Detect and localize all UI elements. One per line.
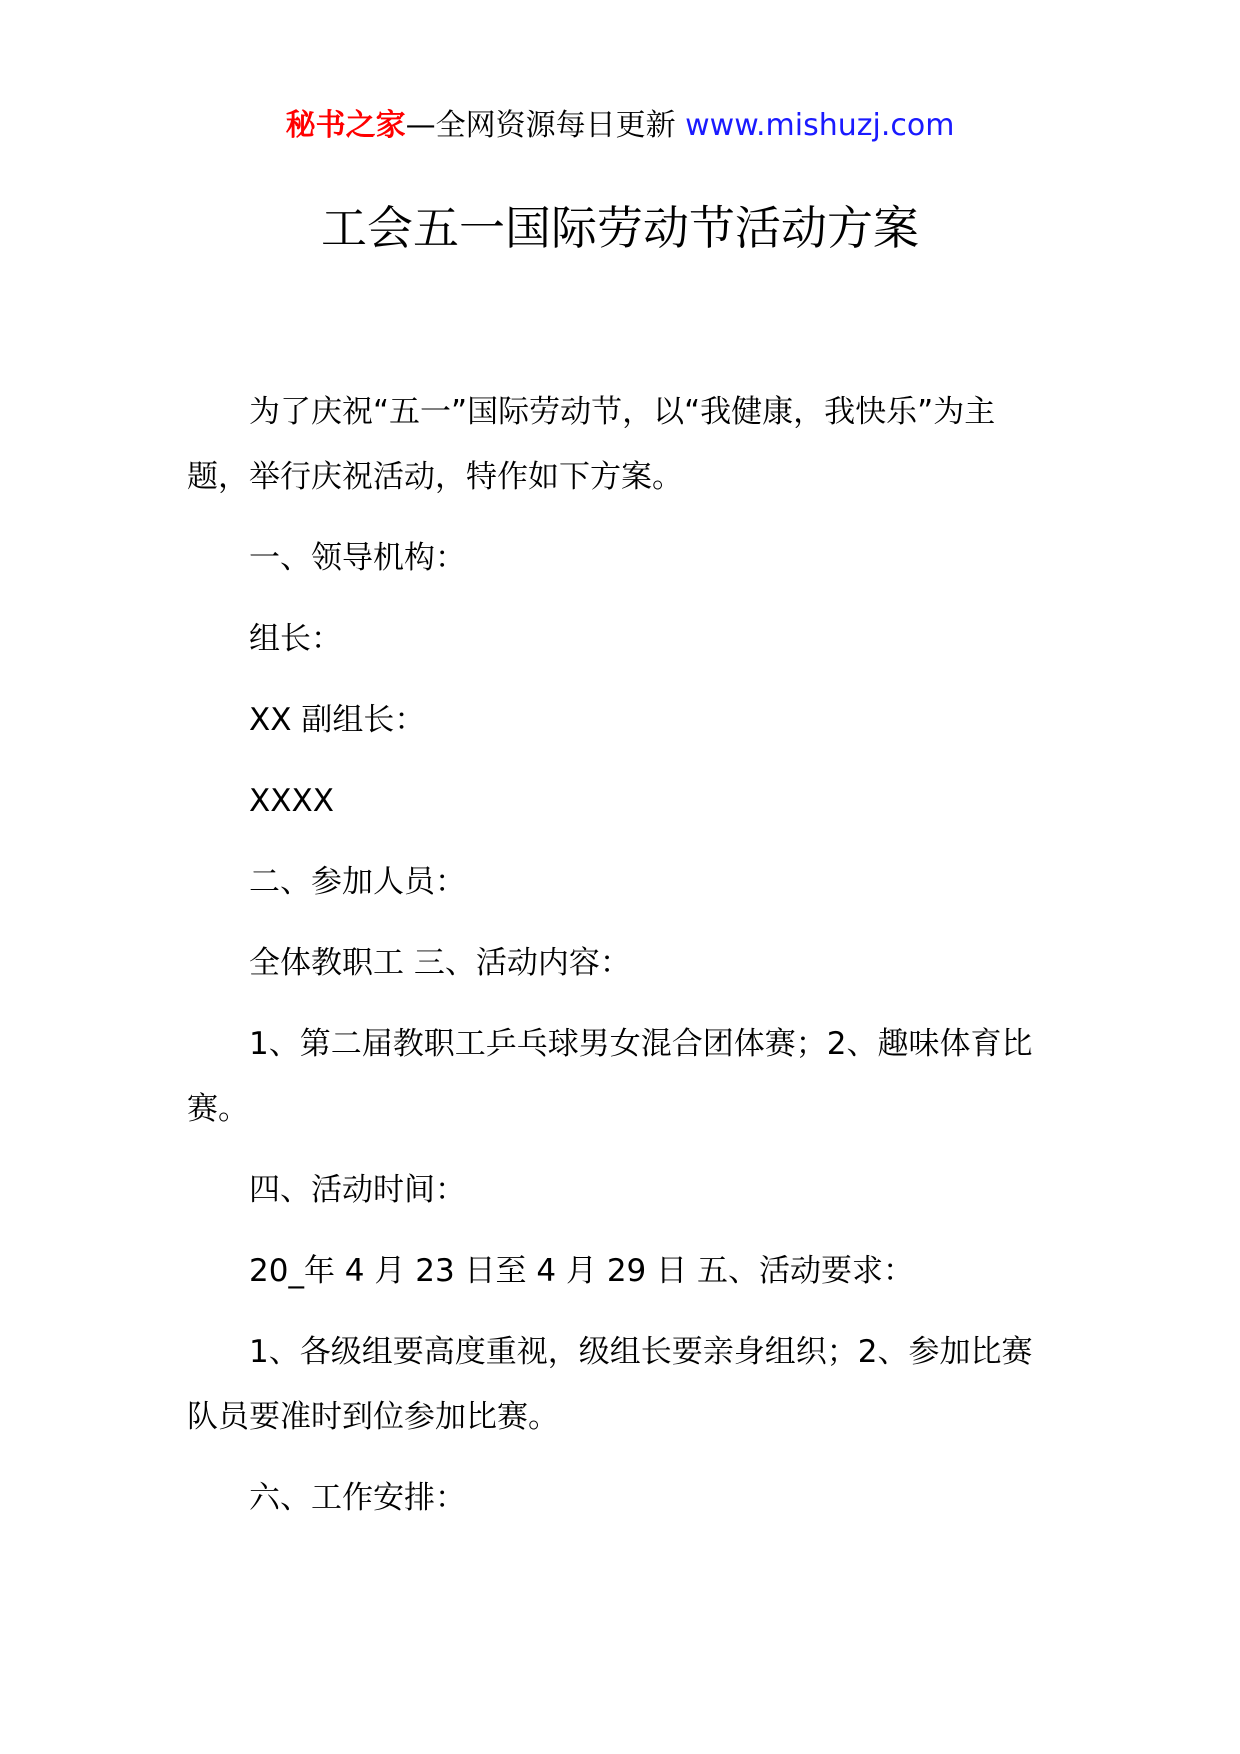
site-url-link[interactable]: www.mishuzj.com [685,108,955,143]
paragraph-work-arrangement-heading: 六、工作安排： [249,1480,466,1516]
paragraph-deputy-leader: XX 副组长： [249,702,426,738]
paragraph-time: 20_年 4 月 23 日至 4 月 29 日 五、活动要求： [249,1253,914,1289]
paragraph-deputy-names: XXXX [249,783,334,819]
document-body [187,380,1047,1547]
document-title: 工会五一国际劳动节活动方案 [321,201,919,255]
paragraph-requirements: 1、各级组要高度重视，级组长要亲身组织；2、参加比赛队员要准时到位参加比赛。 [187,1334,1033,1435]
site-header [0,104,1240,148]
paragraph-leader: 组长： [249,621,342,657]
paragraph-intro: 为了庆祝“五一”国际劳动节，以“我健康，我快乐”为主题，举行庆祝活动，特作如下方案。 [187,394,996,495]
paragraph-leadership-heading: 一、领导机构： [249,540,466,576]
paragraph-participants: 全体教职工 三、活动内容： [249,945,631,981]
paragraph-activity-content: 1、第二届教职工乒乓球男女混合团体赛；2、趣味体育比赛。 [187,1026,1033,1127]
paragraph-participants-heading: 二、参加人员： [249,864,466,900]
paragraph-time-heading: 四、活动时间： [249,1172,466,1208]
brand-name: 秘书之家 [285,108,406,143]
header-tagline: —全网资源每日更新 [405,108,686,143]
